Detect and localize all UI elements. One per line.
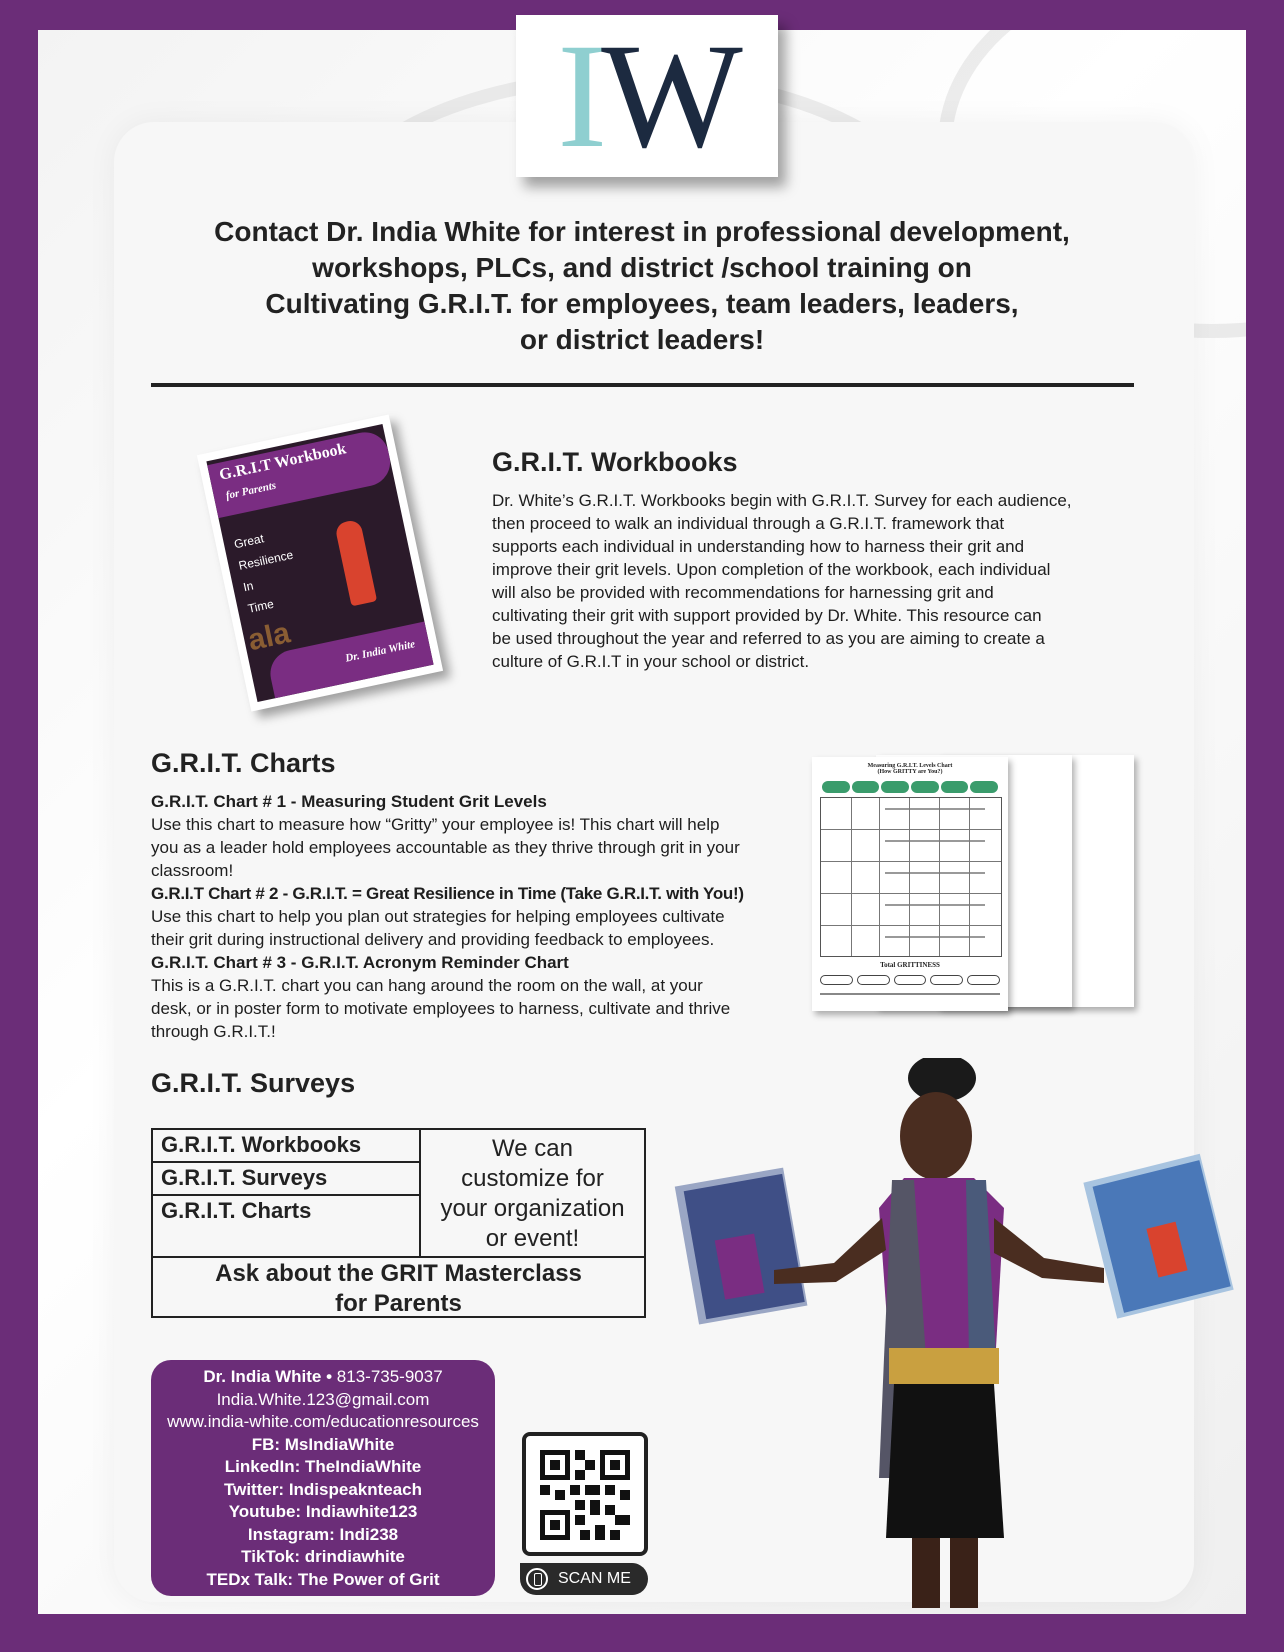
text-line: will also be provided with recommendations for harnessing grit and [492, 583, 994, 602]
surveys-title: G.R.I.T. Surveys [151, 1068, 356, 1098]
customize-line: or event! [485, 1225, 580, 1252]
chart-front-subtitle: (How GRITTY are You?) [877, 769, 943, 775]
contact-separator: • [326, 1367, 333, 1386]
text-line: be used throughout the year and referred to as you are aiming to create a [492, 629, 1045, 648]
text-line: Use this chart to help you plan out strategies for helping employees cultivate [151, 907, 725, 926]
chart-front-title [812, 763, 1008, 775]
offer-item: G.R.I.T. Surveys [153, 1163, 421, 1196]
offer-item: G.R.I.T. Workbooks [153, 1130, 421, 1163]
contact-phone[interactable]: 813-735-9037 [336, 1367, 443, 1386]
iw-logo [516, 15, 778, 177]
chart-page-front [812, 757, 1008, 1011]
masterclass-line: for Parents [335, 1290, 462, 1317]
chart-footer-line [820, 993, 1000, 995]
charts-description [151, 790, 801, 1043]
text-line: This is a G.R.I.T. chart you can hang around the room on the wall, at your [151, 976, 703, 995]
book-acronym-item: Great [232, 531, 266, 552]
chart-total-label: Total GRITTINESS [880, 961, 940, 969]
logo-letter-i: I [557, 13, 602, 179]
book-acronym-item: In [241, 578, 255, 595]
dr-white-photo [664, 1058, 1234, 1618]
text-line: culture of G.R.I.T in your school or district. [492, 652, 810, 671]
book-title: G.R.I.T Workbook [217, 440, 348, 484]
book-subtitle: for Parents [224, 479, 278, 502]
book-acronym-item: Resilience [237, 547, 295, 573]
contact-tedx[interactable]: TEDx Talk: The Power of Grit [206, 1569, 440, 1589]
headline-line: or district leaders! [519, 324, 765, 355]
book-background-text: ala [245, 616, 293, 658]
scan-me-badge [520, 1563, 648, 1595]
text-line: improve their grit levels. Upon completion of the workbook, each individual [492, 560, 1051, 579]
chart-front-title-text: Measuring G.R.I.T. Levels Chart [867, 763, 953, 769]
qr-code-icon [540, 1450, 630, 1540]
scan-me-label: SCAN ME [558, 1570, 631, 1587]
workbooks-title: G.R.I.T. Workbooks [492, 447, 738, 477]
contact-linkedin[interactable]: LinkedIn: TheIndiaWhite [224, 1457, 422, 1476]
logo-letter-w: W [601, 13, 737, 179]
customize-cell [421, 1130, 644, 1256]
speaker-figure [334, 519, 377, 607]
workbooks-description [492, 489, 1142, 673]
text-line: through G.R.I.T.! [151, 1022, 276, 1041]
customize-line: customize for [461, 1165, 604, 1192]
chart1-heading: G.R.I.T. Chart # 1 - Measuring Student Grit Levels [151, 792, 547, 811]
charts-title: G.R.I.T. Charts [151, 748, 336, 778]
contact-website[interactable]: www.india-white.com/educationresources [167, 1412, 479, 1431]
headline-line: workshops, PLCs, and district /school training on [312, 252, 972, 283]
chart3-heading: G.R.I.T. Chart # 3 - G.R.I.T. Acronym Reminder Chart [151, 953, 569, 972]
text-line: Dr. White’s G.R.I.T. Workbooks begin with G.R.I.T. Survey for each audience, [492, 491, 1072, 510]
masterclass-line: Ask about the GRIT Masterclass [215, 1260, 582, 1287]
headline-line: Cultivating G.R.I.T. for employees, team leaders, leaders, [265, 288, 1019, 319]
offer-table [151, 1128, 646, 1318]
text-line: their grit during instructional delivery and providing feedback to employees. [151, 930, 715, 949]
chart-header-row [822, 781, 998, 793]
contact-instagram[interactable]: Instagram: Indi238 [247, 1524, 399, 1544]
text-line: desk, or in poster form to motivate employees to harness, cultivate and thrive [151, 999, 731, 1018]
text-line: then proceed to walk an individual through a G.R.I.T. framework that [492, 514, 1005, 533]
contact-name-phone [151, 1366, 495, 1389]
text-line: classroom! [151, 861, 234, 880]
chart2-heading: G.R.I.T Chart # 2 - G.R.I.T. = Great Resilience in Time (Take G.R.I.T. with You!) [151, 884, 744, 903]
text-line: cultivating their grit with support provided by Dr. White. This resource can [492, 606, 1042, 625]
text-line: Use this chart to measure how “Gritty” your employee is! This chart will help [151, 815, 720, 834]
text-line: you as a leader hold employees accountable as they thrive through grit in your [151, 838, 740, 857]
contact-facebook[interactable]: FB: MsIndiaWhite [251, 1434, 395, 1454]
headline-line: Contact Dr. India White for interest in professional development, [214, 216, 1070, 247]
book-author: Dr. India White [344, 638, 417, 665]
chart-grid [820, 797, 1002, 957]
contact-box [151, 1360, 495, 1596]
divider [151, 383, 1134, 387]
headline [150, 214, 1134, 358]
contact-email[interactable]: India.White.123@gmail.com [216, 1389, 430, 1409]
chart-day-pills [820, 975, 1000, 985]
book-acronym-item: Time [246, 596, 276, 616]
text-line: supports each individual in understanding how to harness their grit and [492, 537, 1025, 556]
customize-line: We can [492, 1135, 573, 1162]
contact-tiktok[interactable]: TikTok: drindiawhite [241, 1547, 405, 1566]
grit-charts-image [812, 755, 1138, 1015]
contact-name: Dr. India White [203, 1367, 322, 1386]
phone-icon [526, 1568, 548, 1590]
offer-item: G.R.I.T. Charts [153, 1196, 421, 1256]
contact-youtube[interactable]: Youtube: Indiawhite123 [228, 1502, 418, 1521]
qr-code[interactable] [522, 1432, 648, 1556]
contact-twitter[interactable]: Twitter: Indispeaknteach [223, 1479, 423, 1499]
customize-line: your organization [440, 1195, 625, 1222]
masterclass-cell [153, 1256, 644, 1316]
book-acronym-list [232, 522, 304, 620]
